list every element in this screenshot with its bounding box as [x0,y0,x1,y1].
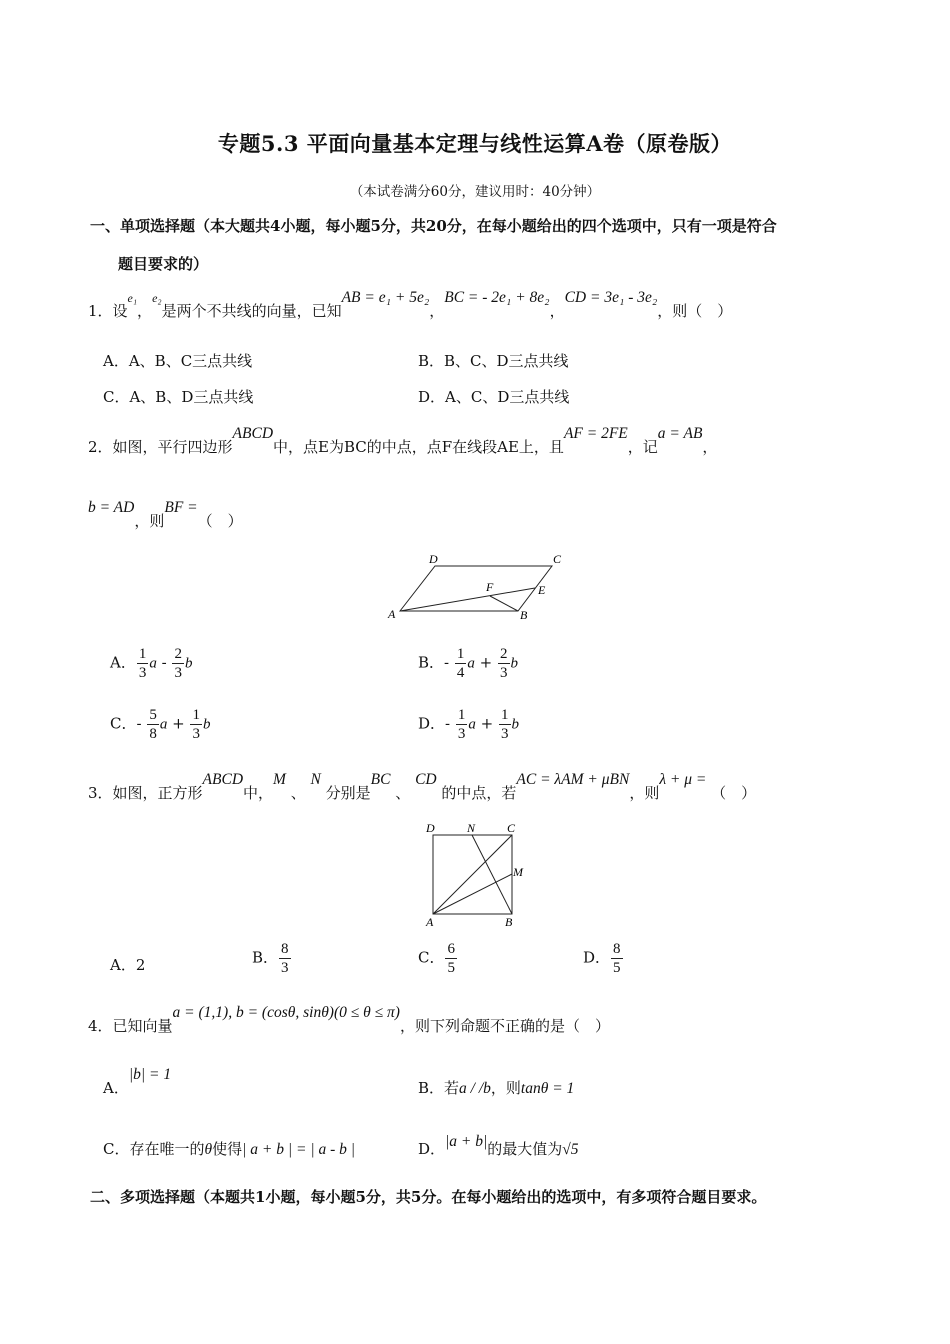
label-a: A [426,915,434,929]
bf-vector: BF = [164,499,198,516]
vector-cd-def: CD = 3e₁ - 3e₂ [564,289,658,306]
question-4-stem: 4．已知向量a = (1,1), b = (cosθ, sinθ)(0 ≤ θ ≤ π)，则下列命题不正确的是（ ） [88,1004,610,1035]
q2-option-c[interactable]: C．- $\frac{5}{8}$ a + $\frac{1}{3}$ b [110,707,211,742]
label-d: D [429,552,438,566]
segment-bn [472,835,512,914]
vector-e1: e₁ [127,291,138,305]
q2-option-a[interactable]: A． $\frac{1}{3}$ a - $\frac{2}{3}$ b [110,646,193,681]
lambda-mu-sum: λ + μ = [659,771,707,788]
segment-cd: CD [415,771,437,788]
segment-am [433,874,512,914]
q3-option-c[interactable]: C． $\frac{6}{5}$ [418,941,455,976]
label-f: F [486,580,494,594]
segment-ae [400,588,535,611]
segment-fb [490,596,518,611]
vector-ab-def: AB = e₁ + 5e₂ [341,289,430,306]
q3-option-a[interactable]: A．2 [110,956,146,974]
label-c: C [507,821,516,835]
point-m: M [273,771,286,788]
q1-option-d[interactable]: D．A、C、D三点共线 [418,388,570,406]
vector-bc-def: BC = - 2e₁ + 8e₂ [444,289,550,306]
question-1-stem: 1．设$^{e_1}$，$^{e_2}$是两个不共线的向量，已知AB = e₁ + 5e₂，BC = - 2e₁ + 8e₂，CD = 3e₁ - 3e₂，则（ ） [88,289,733,320]
q1-option-a[interactable]: A．A、B、C三点共线 [103,352,253,370]
q1-option-c[interactable]: C．A、B、D三点共线 [103,388,254,406]
label-n: N [467,821,476,835]
vector-e2: e₂ [152,291,162,305]
segment-bc: BC [370,771,391,788]
parallelogram-label: ABCD [232,425,274,442]
question-3-stem: 3．如图，正方形ABCD中，M 、 N 分别是BC 、 CD 的中点，若AC = λAM + μBN，则λ + μ = （ ） [88,771,757,802]
square-label: ABCD [202,771,244,788]
point-n: N [310,771,321,788]
label-c: C [553,552,562,566]
q4-option-c[interactable]: C．存在唯一的θ使得| a + b | = | a - b | [103,1140,355,1158]
section-1-heading: 一、单项选择题（本大题共4小题，每小题5分，共20分，在每小题给出的四个选项中，只有一项是符合 [90,217,777,235]
q4-option-b[interactable]: B．若a / /b，则tanθ = 1 [418,1079,575,1097]
question-2-stem-cont: b = AD，则BF =（ ） [88,499,243,530]
q2-option-d[interactable]: D．- $\frac{1}{3}$ a + $\frac{1}{3}$ b [418,707,520,742]
label-m: M [513,865,523,879]
page-subtitle: （本试卷满分60分，建议用时：40分钟） [349,184,601,200]
q4-option-d[interactable]: D．|a + b|的最大值为√5 [418,1133,579,1158]
a-definition: a = AB [657,425,703,442]
vector-definitions: a = (1,1), b = (cosθ, sinθ)(0 ≤ θ ≤ π) [172,1004,400,1021]
q2-option-b[interactable]: B．- $\frac{1}{4}$ a + $\frac{2}{3}$ b [418,646,519,681]
label-d: D [426,821,435,835]
question-2-stem: 2．如图，平行四边形ABCD中，点E为BC的中点，点F在线段AE上，且AF = 2FE，记a = AB， [88,425,718,456]
parallelogram-figure [380,548,580,624]
af-relation: AF = 2FE [563,425,628,442]
ac-decomposition: AC = λAM + μBN [516,771,630,788]
b-definition: b = AD [88,499,135,516]
q4-option-a[interactable]: A．|b| = 1 [103,1066,172,1097]
label-a: A [388,607,396,621]
page-title: 专题5.3 平面向量基本定理与线性运算A卷（原卷版） [217,131,733,156]
square-figure [420,820,530,930]
section-1-heading-cont: 题目要求的） [118,255,209,273]
label-b: B [520,608,528,622]
segment-ac [433,835,512,914]
label-b: B [505,915,513,929]
q3-option-d[interactable]: D． $\frac{8}{5}$ [583,941,621,976]
q3-option-b[interactable]: B． $\frac{8}{3}$ [252,941,289,976]
section-2-heading: 二、多项选择题（本题共1小题，每小题5分，共5分。在每小题给出的选项中，有多项符合题目要求。 [90,1188,767,1206]
label-e: E [538,583,546,597]
q1-option-b[interactable]: B．B、C、D三点共线 [418,352,569,370]
